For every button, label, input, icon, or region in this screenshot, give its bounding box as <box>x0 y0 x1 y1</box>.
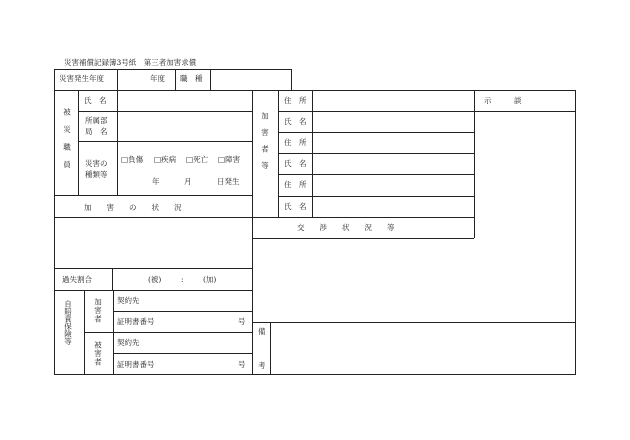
date-year: 年 <box>152 177 160 186</box>
insurance-victim-label: 被害者 <box>93 341 103 367</box>
kagai-jokyo-label: 加 害 の 状 況 <box>84 203 182 212</box>
fault-top-line <box>54 268 252 269</box>
go-label-2: 号 <box>238 360 246 369</box>
biko-top-line <box>252 322 576 323</box>
biko-label-2: 考 <box>258 361 266 370</box>
bottom-border <box>54 374 576 375</box>
biko-divider <box>270 322 271 375</box>
jidan-left-border <box>474 90 475 238</box>
contract-label-2: 契約先 <box>117 338 140 347</box>
assailant-line-5 <box>278 196 474 197</box>
kagai-header-line <box>54 217 252 218</box>
injury-label-2: 種類等 <box>85 170 108 179</box>
victim-line-1 <box>78 111 252 112</box>
cert-label-2: 証明書番号 <box>117 360 155 369</box>
assailant-line-3 <box>278 153 474 154</box>
biko-label-1: 備 <box>258 327 266 336</box>
cert-label-1: 証明書番号 <box>117 317 155 326</box>
date-month: 月 <box>184 177 192 186</box>
assailant-line-2 <box>278 132 474 133</box>
option-injury[interactable]: □負傷 <box>121 155 144 164</box>
fault-divider <box>112 268 113 290</box>
assailant-side-label: 加害者等 <box>260 112 270 178</box>
victim-bottom-line <box>54 195 252 196</box>
option-illness[interactable]: □疾病 <box>154 155 177 164</box>
assailant-bottom-line <box>252 217 474 218</box>
injury-label-1: 災害の <box>85 159 108 168</box>
assailant-row-2: 氏 名 <box>284 117 307 126</box>
insurance-side-label: 自賠責保険等 <box>63 300 73 345</box>
year-label: 災害発生年度 <box>59 74 104 83</box>
right-border <box>575 90 576 375</box>
header-top-line <box>54 69 292 70</box>
insurance-line-2 <box>84 332 252 333</box>
victim-side-label: 被災職員 <box>62 108 72 178</box>
victim-col-2 <box>117 90 118 195</box>
dept-label-2: 局 名 <box>85 127 108 136</box>
assailant-row-5: 住 所 <box>284 180 307 189</box>
name-label: 氏 名 <box>84 96 107 105</box>
insurance-line-3 <box>113 353 252 354</box>
header-div-1 <box>117 69 118 90</box>
header-right-border <box>291 69 292 90</box>
kosho-header-line <box>252 238 474 239</box>
go-label-1: 号 <box>238 317 246 326</box>
nendo-label: 年度 <box>150 74 165 83</box>
date-day: 日発生 <box>217 177 240 186</box>
fault-label: 過失割合 <box>62 275 92 284</box>
victim-line-2 <box>78 141 252 142</box>
fault-hi: (被) <box>148 275 162 284</box>
contract-label-1: 契約先 <box>117 296 140 305</box>
mid-border <box>252 90 253 375</box>
header-div-3 <box>210 69 211 90</box>
left-border <box>54 69 55 375</box>
assailant-row-3: 住 所 <box>284 138 307 147</box>
form-title: 災害補償記録簿3号紙 第三者加害求償 <box>64 58 197 67</box>
insurance-assailant-label: 加害者 <box>93 298 103 324</box>
assailant-line-4 <box>278 174 474 175</box>
option-death[interactable]: □死亡 <box>186 155 209 164</box>
assailant-row-6: 氏 名 <box>284 202 307 211</box>
option-disability[interactable]: □障害 <box>218 155 241 164</box>
jidan-label: 示 談 <box>484 96 522 105</box>
victim-col-1 <box>78 90 79 195</box>
header-div-2 <box>175 69 176 90</box>
main-top-line <box>54 90 576 91</box>
dept-label-1: 所属部 <box>85 116 108 125</box>
kosho-jokyo-label: 交 渉 状 況 等 <box>297 223 395 232</box>
fault-ka: (加) <box>203 275 217 284</box>
assailant-line-1 <box>278 111 575 112</box>
shokushu-label: 職 種 <box>180 74 203 83</box>
assailant-row-1: 住 所 <box>284 96 307 105</box>
assailant-row-4: 氏 名 <box>284 159 307 168</box>
insurance-line-1 <box>113 311 252 312</box>
fault-colon: : <box>181 275 184 284</box>
